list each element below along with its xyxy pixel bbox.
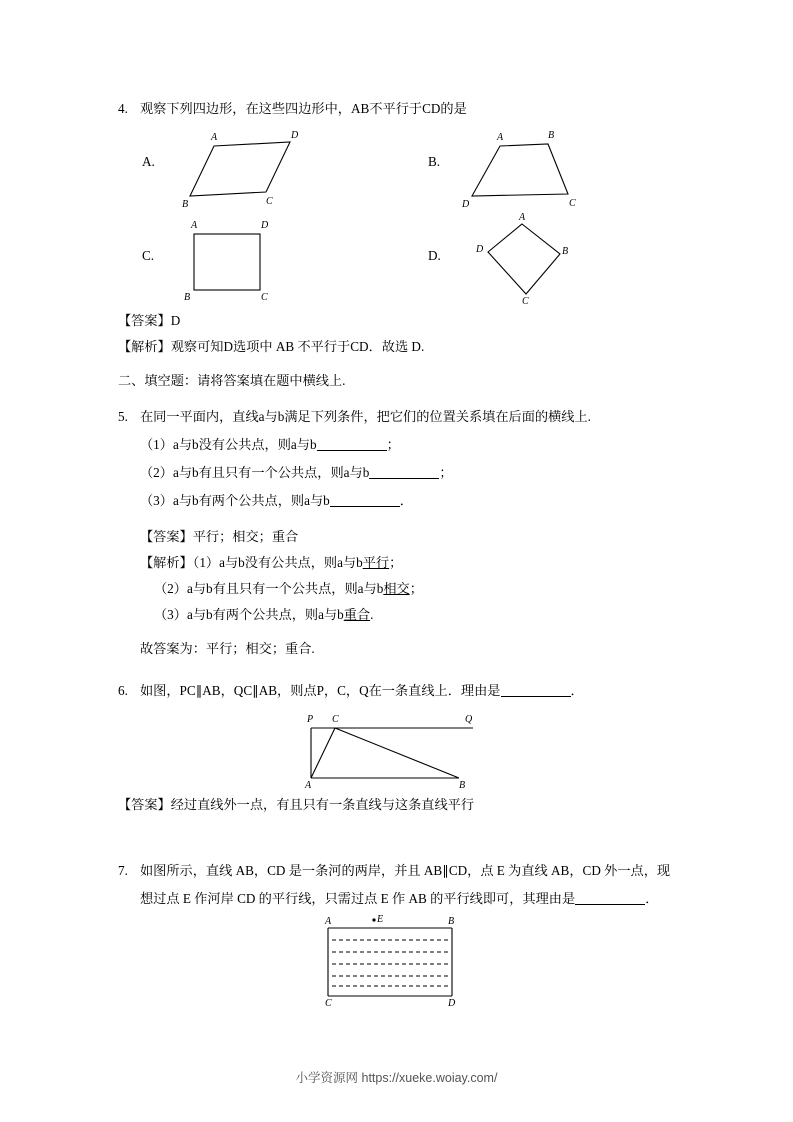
question-4-analysis (118, 334, 678, 360)
question-7-figure-inner (298, 914, 498, 1011)
answer-label: 【答案】 (118, 797, 171, 812)
question-4-answer (118, 308, 678, 334)
question-7-figure (298, 914, 498, 1009)
analysis-2-tail: ； (409, 581, 423, 596)
svg-text:P: P (307, 714, 314, 725)
option-b-figure (456, 128, 616, 208)
svg-text:C: C (325, 998, 332, 1009)
svg-text:B: B (448, 916, 455, 927)
question-5-stem (118, 404, 678, 430)
subitem-3-tail: ． (399, 493, 413, 508)
svg-text:D: D (448, 998, 456, 1009)
question-4-stem (118, 96, 678, 122)
question-4-options-row-1 (118, 124, 678, 212)
question-5-analysis-2 (118, 576, 678, 602)
analysis-label: 【解析】 (118, 339, 171, 354)
document-content (118, 96, 678, 1010)
svg-text:B: B (548, 130, 555, 141)
svg-text:A: A (211, 132, 218, 143)
svg-text:C: C (261, 292, 268, 303)
analysis-2-filled: 相交 (383, 581, 410, 596)
question-6-stem (118, 678, 678, 704)
svg-text:B: B (184, 292, 191, 303)
svg-text:E: E (377, 914, 384, 925)
question-4-number: 4. (118, 101, 128, 116)
question-6-figure-wrap (118, 706, 678, 792)
svg-text:D: D (476, 244, 484, 255)
question-6-text-after: ． (570, 683, 584, 698)
question-7-stem-line-1 (118, 858, 678, 884)
question-6-number: 6. (118, 683, 128, 698)
analysis-1-tail: ； (389, 555, 403, 570)
svg-text:B: B (182, 199, 189, 210)
question-7-blank[interactable] (575, 891, 645, 905)
svg-text:B: B (459, 780, 466, 791)
subitem-3-text: （3）a与b有两个公共点，则a与b (140, 493, 330, 508)
svg-text:B: B (562, 246, 569, 257)
svg-text:C: C (522, 296, 529, 307)
section-heading-fill-in-blank: 二、填空题：请将答案填在题中横线上. (118, 373, 346, 388)
question-4-text: 观察下列四边形，在这些四边形中，AB不平行于CD的是 (140, 101, 467, 116)
answer-value: D (170, 313, 181, 328)
option-c-label: C. (142, 248, 155, 263)
subitem-2-tail: ； (439, 465, 453, 480)
question-5-number: 5. (118, 409, 128, 424)
svg-text:A: A (325, 916, 332, 927)
analysis-3-prefix: （3）a与b有两个公共点，则a与b (154, 607, 344, 622)
question-5-analysis-3 (118, 602, 678, 628)
svg-text:Q: Q (465, 714, 473, 725)
answer-value: 经过直线外一点，有且只有一条直线与这条直线平行 (170, 797, 475, 812)
question-6-answer (118, 792, 678, 818)
option-b-label: B. (428, 154, 441, 169)
subitem-1-text: （1）a与b没有公共点，则a与b (140, 437, 317, 452)
question-5-subitem-3 (118, 488, 678, 514)
svg-text:C: C (569, 198, 576, 209)
question-5-subitem-1 (118, 432, 678, 458)
subitem-2-text: （2）a与b有且只有一个公共点，则a与b (140, 465, 370, 480)
option-a-label: A. (142, 154, 155, 169)
svg-text:C: C (332, 714, 339, 725)
question-6-figure-inner (283, 706, 513, 795)
subitem-2-blank[interactable] (369, 465, 439, 479)
question-7-line1: 如图所示，直线 AB，CD 是一条河的两岸，并且 AB∥CD，点 E 为直线 AB，CD 外一点，现 (140, 863, 671, 878)
question-5-conclusion: 故答案为：平行；相交；重合. (140, 641, 315, 656)
question-6-text: 如图，PC∥AB，QC∥AB，则点P，C，Q在一条直线上．理由是 (140, 683, 501, 698)
option-c-figure (170, 216, 330, 302)
question-5-analysis-1 (118, 550, 678, 576)
question-7-figure-wrap (118, 914, 678, 1010)
answer-value: 平行；相交；重合 (192, 529, 299, 544)
question-7-line2-after: ． (645, 891, 659, 906)
analysis-3-tail: . (370, 607, 374, 622)
svg-text:A: A (519, 212, 526, 223)
question-5-subitem-2 (118, 460, 678, 486)
question-7-number: 7. (118, 863, 128, 878)
analysis-3-filled: 重合 (343, 607, 371, 622)
svg-text:D: D (462, 199, 470, 210)
svg-text:A: A (191, 220, 198, 231)
question-4-options-row-2 (118, 212, 678, 307)
analysis-1-prefix: （1）a与b没有公共点，则a与b (192, 555, 363, 570)
footer-watermark: 小学资源网 https://xueke.woiay.com/ (295, 1071, 498, 1085)
question-7-stem-line-2 (118, 886, 678, 912)
analysis-1-filled: 平行 (362, 555, 390, 570)
svg-text:A: A (305, 780, 312, 791)
analysis-label: 【解析】 (140, 555, 193, 570)
analysis-text: 观察可知D选项中 AB 不平行于CD．故选 D. (170, 339, 425, 354)
answer-label: 【答案】 (140, 529, 193, 544)
option-d-figure (456, 212, 616, 307)
question-6-blank[interactable] (501, 683, 571, 697)
question-7-line2-before: 想过点 E 作河岸 CD 的平行线，只需过点 E 作 AB 的平行线即可，其理由是 (140, 891, 576, 906)
subitem-1-blank[interactable] (317, 437, 387, 451)
analysis-2-prefix: （2）a与b有且只有一个公共点，则a与b (154, 581, 384, 596)
svg-text:D: D (261, 220, 269, 231)
svg-text:A: A (497, 132, 504, 143)
option-d-label: D. (428, 248, 441, 263)
subitem-1-tail: ； (386, 437, 400, 452)
subitem-3-blank[interactable] (330, 493, 400, 507)
answer-label: 【答案】 (118, 313, 171, 328)
question-6-figure (283, 706, 513, 790)
question-5-text: 在同一平面内，直线a与b满足下列条件，把它们的位置关系填在后面的横线上. (140, 409, 591, 424)
svg-text:D: D (291, 130, 299, 141)
question-5-answer (118, 524, 678, 550)
svg-text:C: C (266, 196, 273, 207)
option-a-figure (170, 128, 330, 208)
